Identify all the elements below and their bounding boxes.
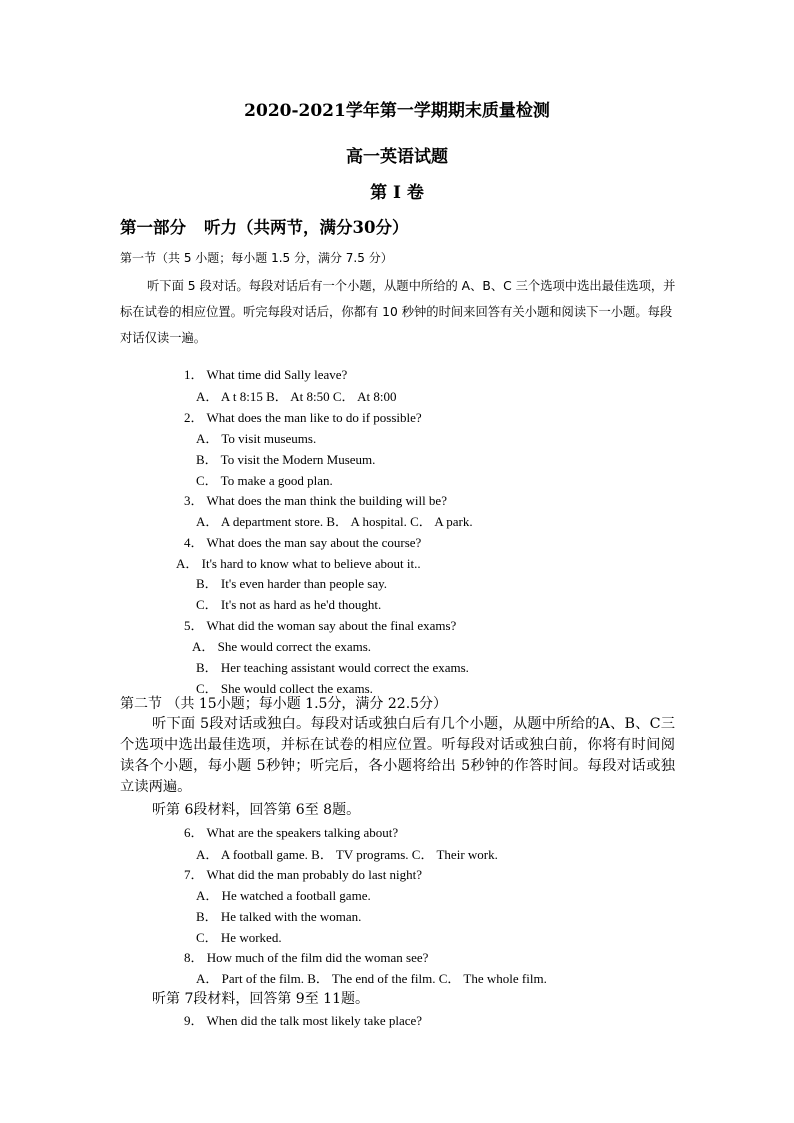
q4-option-b: B． It's even harder than people say. <box>196 576 388 591</box>
material-7-note: 听第 7段材料，回答第 9至 11题。 <box>152 991 369 1007</box>
q8-stem: 8． How much of the film did the woman see? <box>184 950 429 965</box>
q5-option-a: A． She would correct the exams. <box>192 639 372 654</box>
q4-option-a: A． It's hard to know what to believe about it.. <box>176 556 421 571</box>
part1-title: 第一部分 <box>120 218 186 237</box>
q7-option-b: B． He talked with the woman. <box>196 909 362 924</box>
part1-label: 听力（共两节，满分30分） <box>204 218 409 237</box>
q1-options: A． A t 8:15 B． At 8:50 C． At 8:00 <box>196 389 397 404</box>
q9-stem: 9． When did the talk most likely take place? <box>184 1013 423 1028</box>
q2-option-b: B． To visit the Modern Museum. <box>196 452 376 467</box>
q4-stem: 4． What does the man say about the course? <box>184 535 422 550</box>
section1-instructions: 听下面 5 段对话。每段对话后有一个小题，从题中所给的 A、B、C 三个选项中选出最佳选项，并标在试卷的相应位置。听完每段对话后，你都有 10 秒钟的时间来回答有关小题和阅读下一小题。每段对话仅读一遍。 <box>120 279 676 345</box>
section2-instructions: 听下面 5段对话或独白。每段对话或独白后有几个小题，从题中所给的A、B、C三个选项中选出最佳选项，并标在试卷的相应位置。听每段对话或独白前，你将有时间阅读各个小题，每小题 5秒钟；听完后，各小题将给出 5秒钟的作答时间。每段对话或独立读两遍。 <box>120 716 675 795</box>
q1-stem: 1． What time did Sally leave? <box>184 367 348 382</box>
exam-subtitle: 高一英语试题 <box>346 147 448 167</box>
part1-heading <box>120 214 408 238</box>
section2-heading: 第二节 （共 15小题；每小题 1.5分，满分 22.5分） <box>120 696 448 712</box>
section1-heading: 第一节（共 5 小题；每小题 1.5 分，满分 7.5 分） <box>120 251 393 265</box>
q3-stem: 3． What does the man think the building will be? <box>184 493 447 508</box>
q2-option-a: A． To visit museums. <box>196 431 317 446</box>
q6-options: A． A football game. B． TV programs. C． Their work. <box>196 847 498 862</box>
q6-stem: 6． What are the speakers talking about? <box>184 825 399 840</box>
q5-option-c: C． She would collect the exams. <box>196 681 373 696</box>
q7-option-c: C． He worked. <box>196 930 282 945</box>
q4-option-c: C． It's not as hard as he'd thought. <box>196 597 382 612</box>
q5-stem: 5． What did the woman say about the final exams? <box>184 618 457 633</box>
q2-stem: 2． What does the man like to do if possible? <box>184 410 422 425</box>
q7-option-a: A． He watched a football game. <box>196 888 371 903</box>
q5-option-b: B． Her teaching assistant would correct the exams. <box>196 660 469 675</box>
q8-options: A． Part of the film. B． The end of the film. C． The whole film. <box>196 971 547 986</box>
q7-stem: 7． What did the man probably do last night? <box>184 867 423 882</box>
material-6-note: 听第 6段材料，回答第 6至 8题。 <box>152 802 361 818</box>
volume-label: 第 I 卷 <box>370 183 424 203</box>
q3-options: A． A department store. B． A hospital. C． A park. <box>196 514 473 529</box>
q2-option-c: C． To make a good plan. <box>196 473 333 488</box>
exam-title: 2020-2021学年第一学期期末质量检测 <box>244 101 550 121</box>
